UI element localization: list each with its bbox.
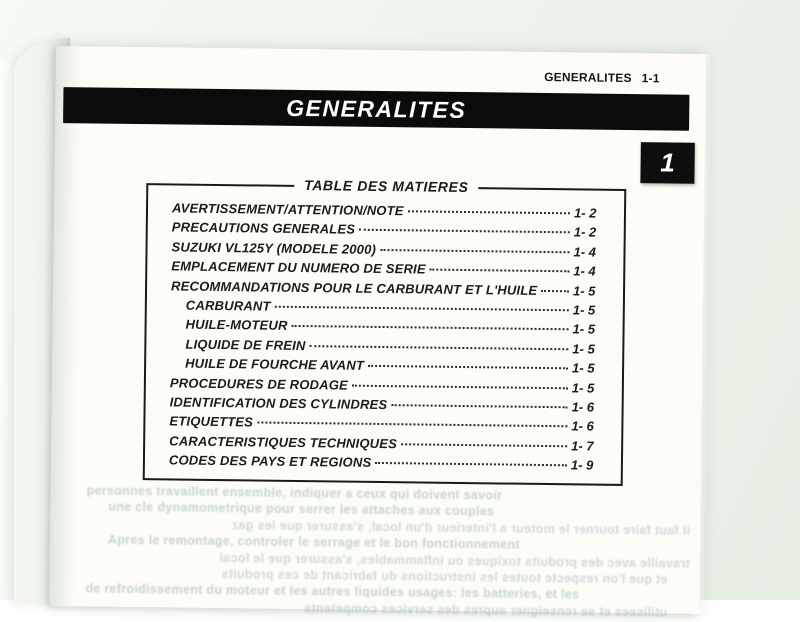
toc-entry: RECOMMANDATIONS POUR LE CARBURANT ET L'HUILE 1- 5 [170,277,596,299]
dot-leader [401,443,567,447]
dot-leader [359,229,570,234]
dot-leader [380,249,569,253]
toc-entry: CODES DES PAYS ET REGIONS 1- 9 [168,452,594,473]
toc-entry: HUILE-MOTEUR 1- 5 [185,316,596,337]
toc-entry: IDENTIFICATION DES CYLINDRES 1- 6 [169,394,595,415]
table-of-contents-box [143,177,627,486]
running-head-section: GENERALITES [544,69,632,86]
dot-leader [375,462,567,466]
toc-entry: SUZUKI VL125Y (MODELE 2000) 1- 4 [171,239,597,260]
toc-entry: PRECAUTIONS GENERALES 1- 2 [171,219,597,241]
toc-entry: LIQUIDE DE FREIN 1- 5 [185,336,595,357]
bleedthrough-line: Apres le remontage, controler le serrage et le bon fonctionnement [107,532,520,552]
toc-title: TABLE DES MATIERES [148,175,624,199]
toc-entry: CARACTERISTIQUES TECHNIQUES 1- 7 [169,433,594,454]
dot-leader [275,306,569,312]
chapter-title: GENERALITES [286,94,467,123]
running-head-page-ref: 1-1 [641,71,660,86]
dot-leader [408,210,570,214]
toc-entry: ETIQUETTES 1- 6 [169,413,594,434]
toc-entry: EMPLACEMENT DU NUMERO DE SERIE 1- 4 [171,258,596,279]
dot-leader [257,422,567,428]
bleedthrough-text [85,483,691,621]
dot-leader [352,384,568,389]
chapter-title-bar [63,87,689,131]
bleedthrough-line: de refroidissement du moteur et les autres liquides usages: les batteries, et les [85,581,580,602]
toc-entry: PROCEDURES DE RODAGE 1- 5 [169,374,595,396]
dot-leader [430,269,570,273]
toc-entry: HUILE DE FOURCHE AVANT 1- 5 [185,355,595,376]
bleedthrough-line: une cle dynamometrique pour serrer les attaches aux couples [108,500,495,519]
manual-page [49,46,706,620]
bleedthrough-line: personnes travaillent ensemble, indiquer a ceux qui doivent savoir [86,483,503,503]
dot-leader [310,345,569,350]
dot-leader [391,404,567,408]
bleedthrough-line: et que l'on respecte toutes les instructions du fabricant de ces produits [220,567,668,587]
chapter-tab [640,142,694,184]
toc-list [145,185,624,477]
dot-leader [368,365,568,369]
running-head [544,70,660,85]
toc-entry: CARBURANT 1- 5 [185,297,596,318]
bleedthrough-line: travaille avec des produits toxiques ou inflammables, s'assurer que le local [219,550,690,571]
bleedthrough-line: utilisees et se renseigner aupres des services competents [303,600,668,620]
dot-leader [541,290,569,292]
bleedthrough-line: il faut faire tourner le moteur a l'interieur d'un local, s'assurer que les gaz [231,517,691,538]
toc-entry: AVERTISSEMENT/ATTENTION/NOTE 1- 2 [171,200,597,221]
dot-leader [292,325,569,330]
chapter-tab-number: 1 [660,147,676,178]
